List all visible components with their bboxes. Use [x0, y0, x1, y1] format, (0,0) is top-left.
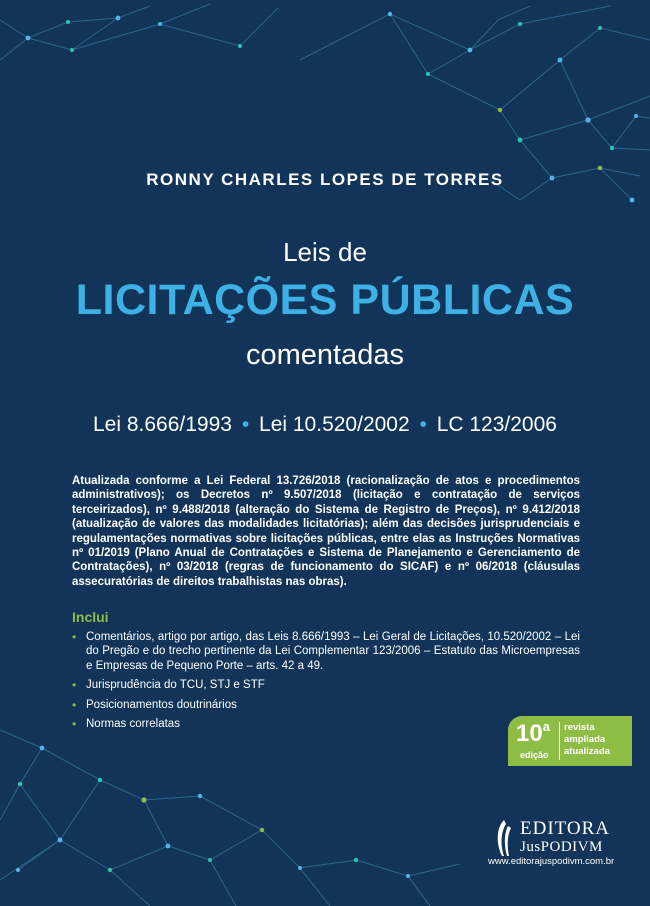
bullet-icon: • [72, 717, 77, 732]
quill-icon [492, 818, 516, 858]
description-text: Atualizada conforme a Lei Federal 13.726/2018 (racionalização de atos e procedimentos administrativos); os Decretos nº 9.507/2018 (licitação e contratação de serviços terceirizados), nº 9.488/2018 (alteração do Sistema de Registro de Preços), nº 9.412/2018 (atualização de valores das modalidades licitatórias); além das decisões jurisprudenciais e regulamentações normativas sobre licitações públicas, entre elas as Instruções Normativas nº 01/2019 (Plano Anual de Contratações e Sistema de Planejamento e Gerenciamento de Contratações), nº 03/2018 (regras de funcionamento do SICAF) e nº 06/2018 (cláusulas assecuratórias de direitos trabalhistas nas obras). [72, 475, 580, 588]
inclui-item: • Posicionamentos doutrinários [72, 697, 237, 712]
laws-line [93, 413, 557, 437]
publisher-url: www.editorajuspodivm.com.br [488, 856, 615, 867]
edition-badge [508, 716, 632, 766]
publisher-name: EDITORA [520, 818, 611, 839]
author-name: RONNY CHARLES LOPES DE TORRES [146, 170, 504, 189]
law-1: Lei 8.666/1993 [93, 413, 232, 436]
inclui-item: • Jurisprudência do TCU, STJ e STF [72, 678, 265, 693]
edition-notes: revista ampliada atualizada [564, 722, 610, 757]
inclui-item: • Normas correlatas [72, 717, 180, 732]
bullet-separator: • [241, 413, 250, 436]
title-main: LICITAÇÕES PÚBLICAS [75, 276, 575, 324]
publisher-subname: JusPODIVM [520, 839, 603, 855]
edition-number: 10$^a$ [516, 719, 550, 747]
bullet-separator: • [419, 413, 427, 436]
title-line-3: comentadas [246, 339, 404, 371]
inclui-item: • Comentários, artigo por artigo, das Leis 8.666/1993 – Lei Geral de Licitações, 10.520/2002 – Lei do Pregão e do trecho pertinente da Lei Complementar 123/2006 – Estatuto das Microempresas e Empresas de Pequeno Porte – arts. 42 a 49. [72, 630, 580, 672]
bullet-icon: • [72, 678, 77, 693]
edition-label: edição [520, 750, 549, 760]
law-2: Lei 10.520/2002 [259, 413, 410, 436]
bullet-icon: • [72, 697, 77, 712]
inclui-list [72, 630, 580, 736]
title-line-1: Leis de [283, 237, 367, 267]
edition-divider [559, 722, 560, 760]
law-3: LC 123/2006 [436, 413, 557, 436]
bullet-icon: • [72, 630, 77, 644]
inclui-heading: Inclui [72, 609, 109, 625]
